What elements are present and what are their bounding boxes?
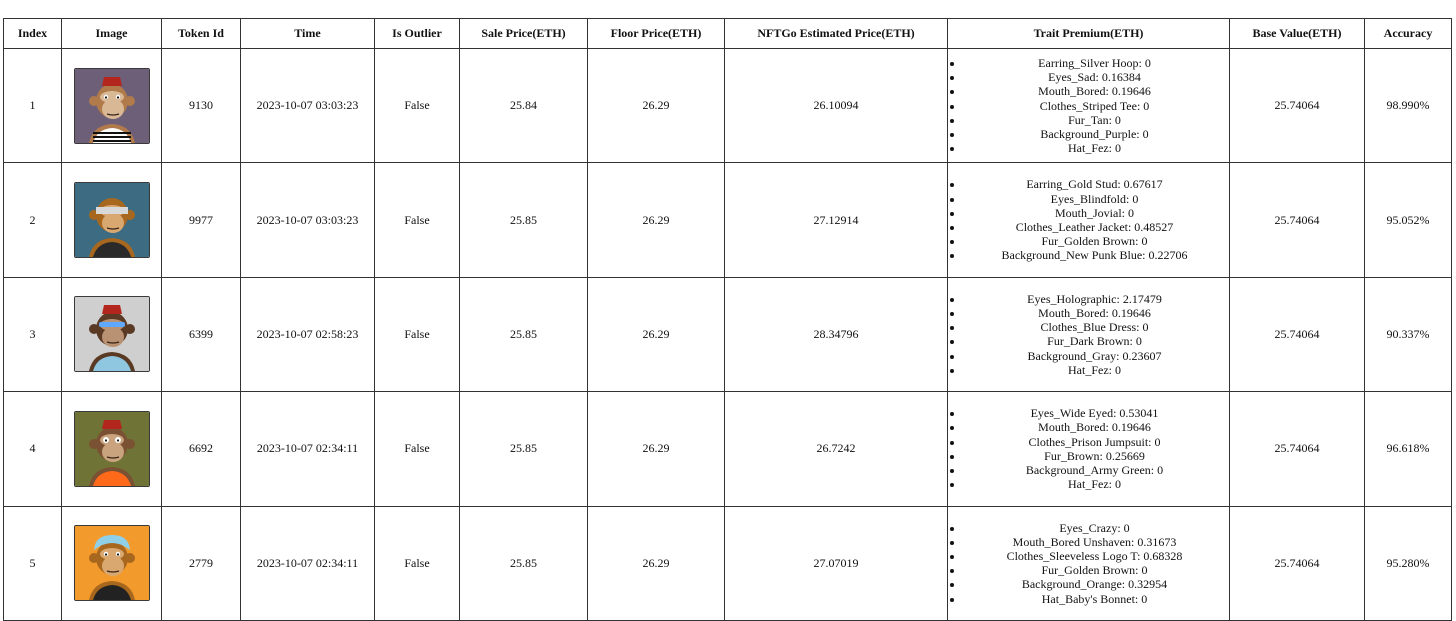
cell-estimated-price: 28.34796 [725,277,948,391]
cell-time: 2023-10-07 02:34:11 [241,392,375,506]
ape-pupil-right [116,439,118,441]
trait-item: • Hat_Fez: 0 [964,363,1225,377]
trait-item: • Hat_Fez: 0 [964,477,1225,491]
cell-index: 1 [4,49,62,163]
table-row [4,277,1452,391]
column-header-floor-price: Floor Price(ETH) [588,19,725,49]
trait-item: • Background_Orange: 0.32954 [964,577,1225,591]
ape-illustration [75,297,149,371]
ape-pupil-left [104,439,106,441]
cell-base-value: 25.74064 [1230,163,1365,277]
cell-time: 2023-10-07 03:03:23 [241,163,375,277]
cell-sale-price: 25.85 [460,392,588,506]
cell-image [62,506,162,620]
cell-floor-price: 26.29 [588,277,725,391]
column-header-base-value: Base Value(ETH) [1230,19,1365,49]
ape-illustration [75,526,149,600]
cell-estimated-price: 27.12914 [725,163,948,277]
trait-item: • Mouth_Bored: 0.19646 [964,306,1225,320]
column-header-index: Index [4,19,62,49]
cell-accuracy: 90.337% [1365,277,1452,391]
table-row [4,49,1452,163]
trait-list [952,56,1225,155]
cell-floor-price: 26.29 [588,49,725,163]
nft-image [74,411,150,487]
trait-item: • Mouth_Jovial: 0 [964,206,1225,220]
trait-list [952,177,1225,262]
ape-illustration [75,183,149,257]
cell-token-id: 2779 [162,506,241,620]
ape-pupil-right [116,96,118,98]
cell-sale-price: 25.85 [460,506,588,620]
trait-item: • Background_Gray: 0.23607 [964,349,1225,363]
cell-accuracy: 98.990% [1365,49,1452,163]
ape-brow [100,91,124,103]
cell-trait-premium [948,392,1230,506]
trait-item: • Eyes_Wide Eyed: 0.53041 [964,406,1225,420]
trait-item: • Mouth_Bored: 0.19646 [964,420,1225,434]
cell-token-id: 9977 [162,163,241,277]
trait-item: • Mouth_Bored: 0.19646 [964,84,1225,98]
cell-sale-price: 25.84 [460,49,588,163]
table-row [4,163,1452,277]
sales-table [3,18,1452,621]
column-header-trait-premium: Trait Premium(ETH) [948,19,1230,49]
cell-accuracy: 95.280% [1365,506,1452,620]
cell-base-value: 25.74064 [1230,392,1365,506]
fez-hat [102,420,122,429]
cell-image [62,163,162,277]
column-header-sale-price: Sale Price(ETH) [460,19,588,49]
trait-list [952,292,1225,377]
fez-hat [102,305,122,314]
cell-estimated-price: 26.7242 [725,392,948,506]
clothes-stripe [93,132,131,134]
trait-list [952,521,1225,606]
nft-image [74,182,150,258]
cell-time: 2023-10-07 02:58:23 [241,277,375,391]
trait-item: • Clothes_Striped Tee: 0 [964,99,1225,113]
cell-index: 2 [4,163,62,277]
trait-item: • Eyes_Crazy: 0 [964,521,1225,535]
ape-pupil-left [104,554,106,556]
nft-image [74,525,150,601]
blindfold [96,207,128,214]
header-row [4,19,1452,49]
cell-floor-price: 26.29 [588,163,725,277]
trait-item: • Earring_Gold Stud: 0.67617 [964,177,1225,191]
trait-item: • Background_New Punk Blue: 0.22706 [964,248,1225,262]
clothes-stripe [93,136,131,138]
table-body [4,49,1452,621]
cell-sale-price: 25.85 [460,277,588,391]
trait-item: • Clothes_Sleeveless Logo T: 0.68328 [964,549,1225,563]
cell-token-id: 9130 [162,49,241,163]
ape-illustration [75,412,149,486]
trait-item: • Clothes_Blue Dress: 0 [964,320,1225,334]
cell-token-id: 6692 [162,392,241,506]
cell-is-outlier: False [375,163,460,277]
cell-trait-premium [948,163,1230,277]
trait-item: • Fur_Golden Brown: 0 [964,563,1225,577]
trait-item: • Earring_Silver Hoop: 0 [964,56,1225,70]
ape-pupil-left [104,96,106,98]
cell-image [62,392,162,506]
cell-estimated-price: 27.07019 [725,506,948,620]
trait-item: • Clothes_Prison Jumpsuit: 0 [964,435,1225,449]
cell-time: 2023-10-07 03:03:23 [241,49,375,163]
column-header-token-id: Token Id [162,19,241,49]
trait-item: • Background_Army Green: 0 [964,463,1225,477]
ape-brow [100,548,124,560]
cell-trait-premium [948,506,1230,620]
cell-is-outlier: False [375,506,460,620]
cell-token-id: 6399 [162,277,241,391]
cell-sale-price: 25.85 [460,163,588,277]
trait-item: • Fur_Brown: 0.25669 [964,449,1225,463]
cell-image [62,49,162,163]
cell-floor-price: 26.29 [588,506,725,620]
trait-item: • Background_Purple: 0 [964,127,1225,141]
column-header-time: Time [241,19,375,49]
trait-item: • Eyes_Sad: 0.16384 [964,70,1225,84]
trait-item: • Hat_Baby's Bonnet: 0 [964,592,1225,606]
cell-is-outlier: False [375,49,460,163]
column-header-image: Image [62,19,162,49]
column-header-estimated-price: NFTGo Estimated Price(ETH) [725,19,948,49]
trait-list [952,406,1225,491]
column-header-accuracy: Accuracy [1365,19,1452,49]
cell-time: 2023-10-07 02:34:11 [241,506,375,620]
nft-image [74,68,150,144]
cell-estimated-price: 26.10094 [725,49,948,163]
cell-accuracy: 95.052% [1365,163,1452,277]
clothes-stripe [93,140,131,142]
fez-hat [102,77,122,86]
cell-base-value: 25.74064 [1230,49,1365,163]
trait-item: • Fur_Golden Brown: 0 [964,234,1225,248]
trait-item: • Fur_Tan: 0 [964,113,1225,127]
table-row [4,506,1452,620]
cell-base-value: 25.74064 [1230,277,1365,391]
trait-item: • Eyes_Holographic: 2.17479 [964,292,1225,306]
holographic-eyes [99,322,125,327]
cell-accuracy: 96.618% [1365,392,1452,506]
trait-item: • Fur_Dark Brown: 0 [964,334,1225,348]
cell-base-value: 25.74064 [1230,506,1365,620]
trait-item: • Hat_Fez: 0 [964,141,1225,155]
cell-floor-price: 26.29 [588,392,725,506]
cell-trait-premium [948,277,1230,391]
cell-trait-premium [948,49,1230,163]
cell-image [62,277,162,391]
ape-illustration [75,69,149,143]
ape-pupil-right [116,554,118,556]
cell-is-outlier: False [375,277,460,391]
trait-item: • Eyes_Blindfold: 0 [964,192,1225,206]
cell-index: 3 [4,277,62,391]
trait-item: • Clothes_Leather Jacket: 0.48527 [964,220,1225,234]
cell-index: 5 [4,506,62,620]
table-row [4,392,1452,506]
cell-index: 4 [4,392,62,506]
nft-image [74,296,150,372]
cell-is-outlier: False [375,392,460,506]
trait-item: • Mouth_Bored Unshaven: 0.31673 [964,535,1225,549]
column-header-is-outlier: Is Outlier [375,19,460,49]
